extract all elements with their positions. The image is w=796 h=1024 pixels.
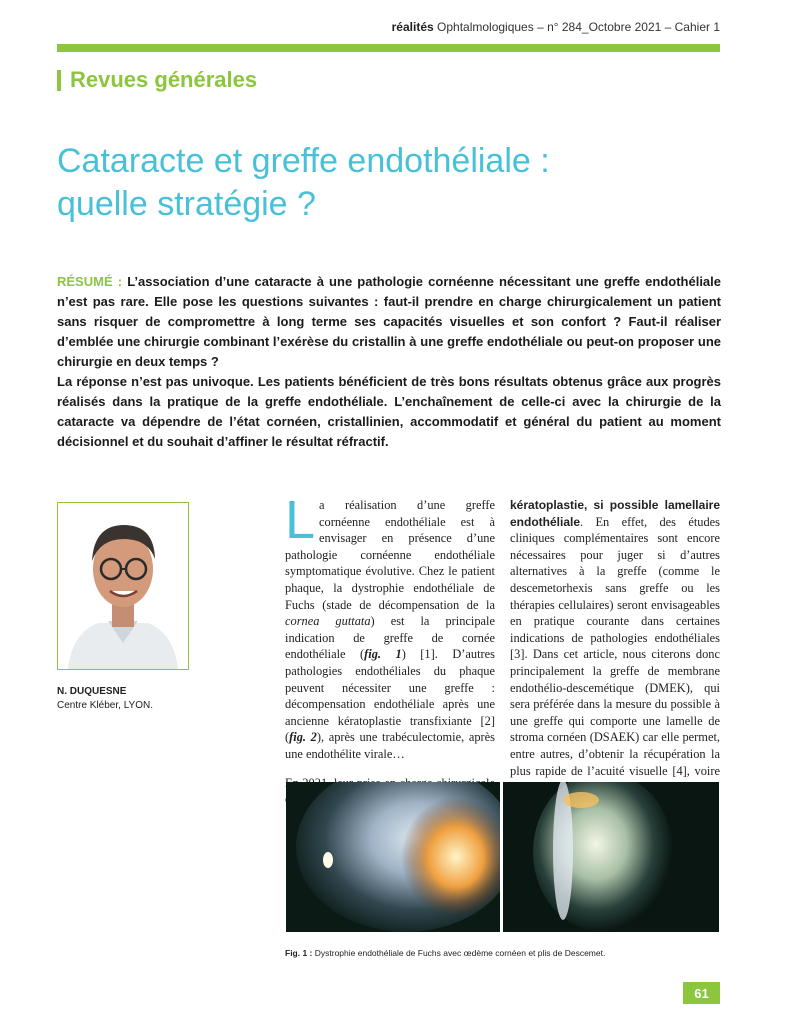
caption-label: Fig. 1 : [285,948,313,958]
abstract [57,272,721,452]
abstract-label: RÉSUMÉ : [57,274,123,289]
section-marker [57,70,61,91]
figure-image-right [503,782,719,932]
section-heading [57,68,257,92]
body-paragraph [285,490,495,763]
figure-caption [285,948,605,958]
issue-info: Ophtalmologiques – n° 284_Octobre 2021 – Cahier 1 [433,20,720,34]
figure-reference: fig. 1 [364,647,402,662]
running-header [120,20,720,34]
body-paragraph [510,497,720,796]
figure-reference: fig. 2 [289,730,317,745]
journal-name: réalités [391,20,434,34]
body-text: ), après une trabéculectomie, après une endothélite virale… [285,730,495,761]
author-affiliation: Centre Kléber, LYON. [57,700,153,711]
body-text: . En effet, des études cliniques complémentaires sont encore nécessaires pour juger si d’autres alternatives à la greffe (comme le descemetorhexis sans greffe ou les thérapies cellulaires) seront envisageables en pratique courante dans certaines indications de pathologies endothéliales [3]. Dans cet article, nous citerons donc principalement la greffe de membrane endothélio-descemétique (DMEK), qui sera préférée dans la mesure du possible à une greffe qui comporte une lamelle de stroma cornéen (DSAEK) car elle permet, entre autres, d’obtenir la récupération la plus rapide de l’acuité visuelle [4], voire [510,514,720,778]
body-emphasis: cornea guttata [285,614,371,629]
figure-image-left [286,782,500,932]
author-photo [57,502,189,670]
abstract-paragraph-1 [57,272,721,372]
caption-text: Dystrophie endothéliale de Fuchs avec œdème cornéen et plis de Descemet. [312,948,606,958]
author-name: N. DUQUESNE [57,686,127,697]
body-text: a réalisation d’une greffe cornéenne endothéliale est à envisager en présence d’une pathologie cornéenne endothéliale symptomatique évolutive. Chez le patient phaque, la dystrophie endothéliale de Fuchs (stade de décompensation de la [285,498,495,612]
article-title [57,140,697,226]
body-column-1 [285,490,495,808]
body-bold-text: kératoplastie, si possible lamellaire endothéliale [510,498,720,529]
abstract-text-1: L’association d’une cataracte à une pathologie cornéenne nécessitant une greffe endothéliale n’est pas rare. Elle pose les questions suivantes : faut-il prendre en charge chirurgicalement un patient sans risquer de compromettre à long terme ses capacités visuelles et son confort ? Faut-il réaliser d’emblée une chirurgie combinant l’exérèse du cristallin à une greffe endothéliale ou peut-on proposer une chirurgie en deux temps ? [57,274,721,369]
body-column-2 [510,497,720,796]
page-number: 61 [683,982,720,1004]
drop-cap: L [285,490,316,550]
header-rule [57,44,720,52]
body-text: ) [1]. D’autres pathologies endothéliales du phaque peuvent nécessiter une greffe : décompensation endothéliale après une ancienne kératoplastie transfixiante [2] ( [285,647,495,745]
article-title-line-1: Cataracte et greffe endothéliale : [57,142,550,180]
body-text: ) est la principale indication de greffe de cornée endothéliale ( [285,614,495,662]
article-title-line-2: quelle stratégie ? [57,185,316,223]
section-title: Revues générales [70,67,258,92]
abstract-paragraph-2: La réponse n’est pas univoque. Les patients bénéficient de très bons résultats obtenus grâce aux progrès réalisés dans la pratique de la greffe endothéliale. L’enchaînement de celle-ci avec la chirurgie de la cataracte va dépendre de l’état cornéen, cristallinien, accommodatif et général du patient au moment décisionnel et du souhait d’affiner le résultat réfractif. [57,374,721,449]
